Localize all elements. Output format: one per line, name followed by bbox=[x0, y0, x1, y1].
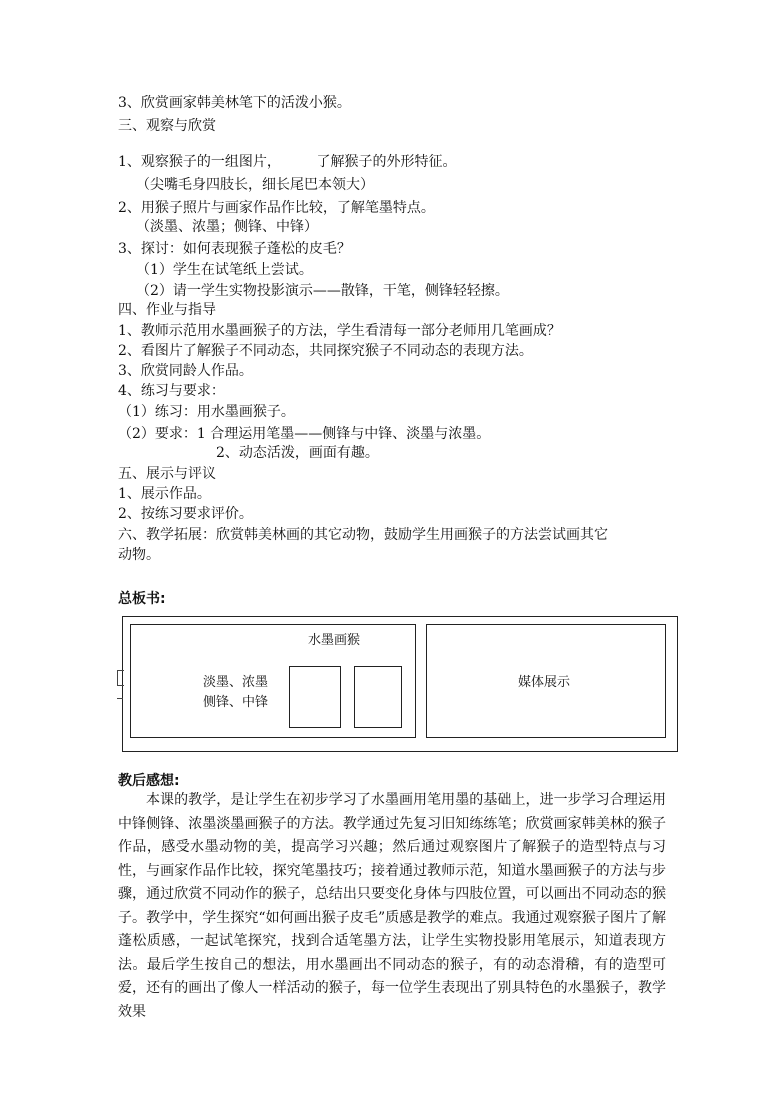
line-show-works: 1、展示作品。 bbox=[118, 486, 211, 502]
section-observe: 三、观察与欣赏 bbox=[118, 118, 216, 134]
line-peer-works: 3、欣赏同龄人作品。 bbox=[118, 363, 253, 379]
board-image-slot-2 bbox=[354, 666, 402, 728]
margin-tick-mark bbox=[117, 698, 123, 699]
board-media-label: 媒体展示 bbox=[518, 675, 571, 690]
line-teacher-demo: 1、教师示范用水墨画猴子的方法，学生看清每一部分老师用几笔画成？ bbox=[118, 323, 561, 339]
board-ink-terms: 淡墨、浓墨 bbox=[203, 675, 269, 690]
line-practice-req: 4、练习与要求： bbox=[118, 383, 225, 399]
line-ink-terms: （淡墨、浓墨；侧锋、中锋） bbox=[136, 219, 318, 235]
line-appreciate-han: 3、欣赏画家韩美林笔下的活泼小猴。 bbox=[118, 95, 351, 111]
line-compare: 2、用猴子照片与画家作品作比较，了解笔墨特点。 bbox=[118, 200, 435, 216]
line-discuss: 3、探讨：如何表现猴子蓬松的皮毛？ bbox=[118, 241, 351, 257]
line-features: （尖嘴毛身四肢长，细长尾巴本领大） bbox=[136, 177, 374, 193]
line-try: （1）学生在试笔纸上尝试。 bbox=[136, 262, 313, 278]
board-title: 水墨画猴 bbox=[308, 633, 361, 648]
board-heading: 总板书: bbox=[118, 591, 166, 607]
margin-bracket-mark bbox=[117, 670, 124, 686]
reflection-paragraph: 本课的教学，是让学生在初步学习了水墨画用笔用墨的基础上，进一步学习合理运用中锋侧锋、浓墨淡墨画猴子的方法。教学通过先复习旧知练练笔；欣赏画家韩美林的猴子作品，感受水墨动物的美，提高学习兴趣；然后通过观察图片了解猴子的造型特点与习性，与画家作品作比较，探究笔墨技巧；接着通过教师示范，知道水墨画猴子的方法与步骤，通过欣赏不同动作的猴子，总结出只要变化身体与四肢位置，可以画出不同动态的猴子。教学中，学生探究“如何画出猴子皮毛”质感是教学的难点。我通过观察猴子图片了解蓬松质感，一起试笔探究，找到合适笔墨方法，让学生实物投影用笔展示，知道表现方法。最后学生按自己的想法，用水墨画出不同动态的猴子，有的动态滑稽，有的造型可爱，还有的画出了像人一样活动的猴子，每一位学生表现出了别具特色的水墨猴子，教学效果 bbox=[118, 792, 666, 1020]
line-evaluate: 2、按练习要求评价。 bbox=[118, 506, 253, 522]
line-observe-photos: 1、观察猴子的一组图片， 了解猴子的外形特征。 bbox=[118, 154, 457, 170]
line-requirement-2: 2、动态活泼，画面有趣。 bbox=[216, 445, 379, 461]
board-brush-terms: 侧锋、中锋 bbox=[203, 695, 269, 710]
line-practice: （1）练习：用水墨画猴子。 bbox=[118, 404, 295, 420]
line-dynamics: 2、看图片了解猴子不同动态，共同探究猴子不同动态的表现方法。 bbox=[118, 343, 533, 359]
board-image-slot-1 bbox=[289, 666, 341, 728]
line-extension-end: 动物。 bbox=[118, 547, 160, 563]
line-requirement: （2）要求：1 合理运用笔墨——侧锋与中锋、淡墨与浓墨。 bbox=[118, 426, 491, 442]
reflection-heading: 教后感想: bbox=[118, 773, 180, 789]
section-homework: 四、作业与指导 bbox=[118, 302, 216, 318]
section-show: 五、展示与评议 bbox=[118, 466, 216, 482]
section-extension: 六、教学拓展：欣赏韩美林画的其它动物，鼓励学生用画猴子的方法尝试画其它 bbox=[118, 527, 608, 543]
line-demo: （2）请一学生实物投影演示——散锋，干笔，侧锋轻轻擦。 bbox=[136, 283, 509, 299]
